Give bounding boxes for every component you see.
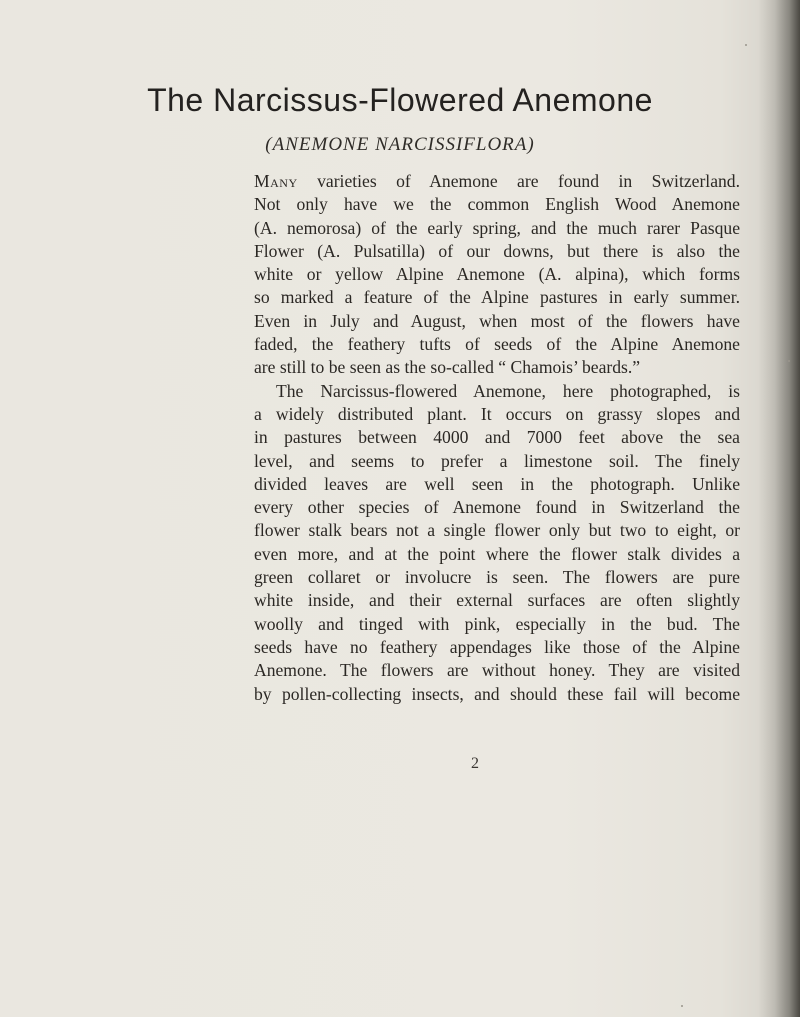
paper-speck xyxy=(681,1005,683,1007)
text-line: divided leaves are well seen in the photograph. Unlike xyxy=(254,473,740,494)
text-line: Flower (A. Pulsatilla) of our downs, but there is also the xyxy=(254,240,740,261)
text-line: even more, and at the point where the flower stalk divides a xyxy=(254,543,740,564)
text-line: white inside, and their external surfaces are often slightly xyxy=(254,590,740,611)
text-line: flower stalk bears not a single flower only but two to eight, or xyxy=(254,520,740,541)
text-line: Anemone. The flowers are without honey. They are visited xyxy=(254,660,740,681)
text-line: (A. nemorosa) of the early spring, and the much rarer Pasque xyxy=(254,217,740,238)
text-line: woolly and tinged with pink, especially in the bud. The xyxy=(254,613,740,634)
text-line: every other species of Anemone found in Switzerland the xyxy=(254,497,740,518)
paper-speck xyxy=(745,44,747,46)
text-line: so marked a feature of the Alpine pastures in early summer. xyxy=(254,287,740,308)
text-line: in pastures between 4000 and 7000 feet above the sea xyxy=(254,427,740,448)
text-line: Even in July and August, when most of the flowers have xyxy=(254,310,740,331)
text-line: by pollen-collecting insects, and should these fail will become xyxy=(254,683,740,704)
text-line: a widely distributed plant. It occurs on grassy slopes and xyxy=(254,403,740,424)
body-text xyxy=(254,170,740,706)
text-line: green collaret or involucre is seen. The flowers are pure xyxy=(254,567,740,588)
text-line: Not only have we the common English Wood Anemone xyxy=(254,194,740,215)
page-number: 2 xyxy=(471,755,479,772)
text-line: faded, the feathery tufts of seeds of the Alpine Anemone xyxy=(254,334,740,355)
text-line xyxy=(254,170,740,193)
text-line: white or yellow Alpine Anemone (A. alpina), which forms xyxy=(254,264,740,285)
text-line: level, and seems to prefer a limestone soil. The finely xyxy=(254,450,740,471)
text-line: The Narcissus-flowered Anemone, here photographed, is xyxy=(276,380,740,401)
page-title: The Narcissus-Flowered Anemone xyxy=(147,82,653,118)
page-subtitle: (ANEMONE NARCISSIFLORA) xyxy=(265,134,535,155)
text-line-content: varieties of Anemone are found in Switzerland. xyxy=(297,171,740,191)
text-line: seeds have no feathery appendages like those of the Alpine xyxy=(254,636,740,657)
paper-speck xyxy=(788,360,790,362)
paragraph-lead: Many xyxy=(254,171,298,191)
text-line: are still to be seen as the so-called “ Chamois’ beards.” xyxy=(254,357,641,378)
